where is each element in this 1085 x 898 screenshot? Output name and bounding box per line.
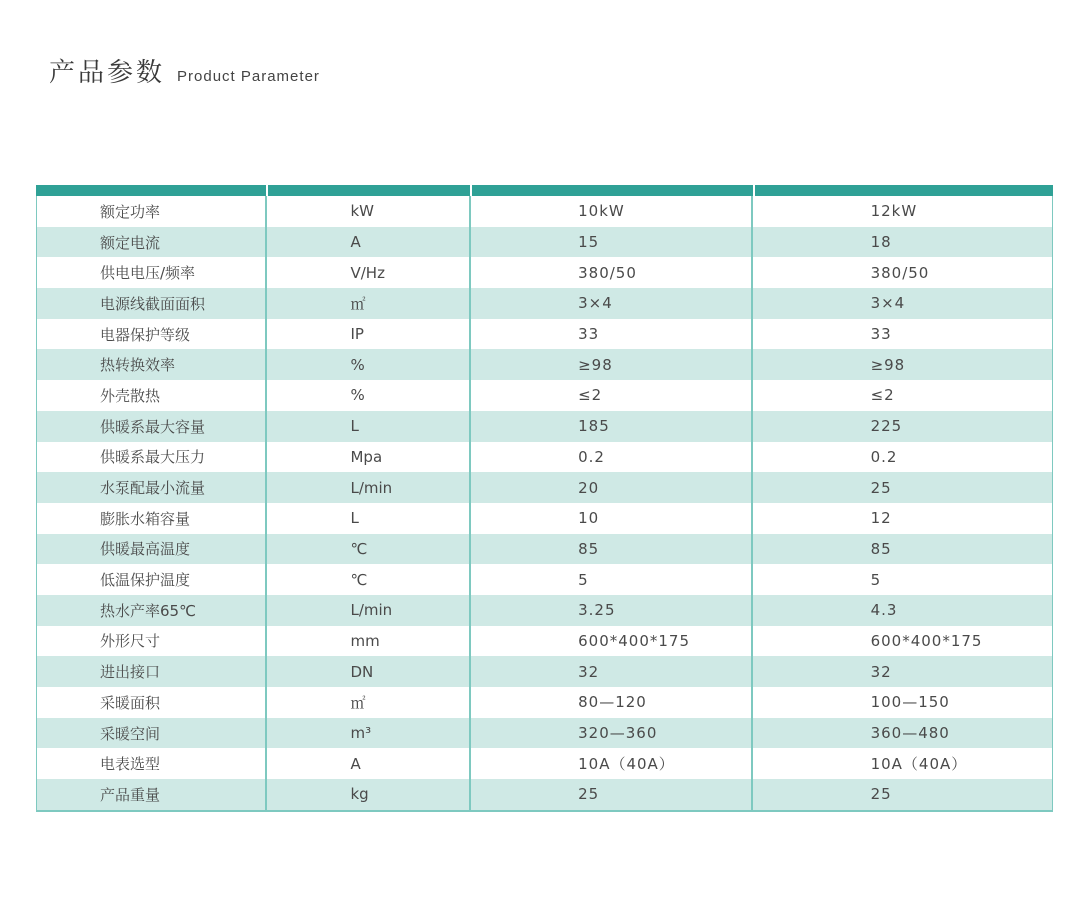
parameter-cell: 采暖面积 <box>37 687 267 718</box>
value-10kw-cell: 0.2 <box>471 442 752 473</box>
table-row <box>37 411 1052 442</box>
parameter-cell: 产品重量 <box>37 779 267 810</box>
unit-cell: % <box>267 380 471 411</box>
unit-cell: L <box>267 411 471 442</box>
parameter-cell: 额定功率 <box>37 196 267 227</box>
value-12kw-cell: 380/50 <box>870 263 930 282</box>
table-row <box>37 503 1052 534</box>
value-10kw-cell: 10 <box>471 503 752 534</box>
value-12kw-cell: 600*400*175 <box>870 631 983 650</box>
parameter-cell: 供暖最高温度 <box>37 534 267 565</box>
value-12kw-cell: 25 <box>870 785 892 804</box>
header-col-unit <box>268 185 473 196</box>
parameter-cell: 热转换效率 <box>37 349 267 380</box>
value-10kw-cell: 33 <box>471 319 752 350</box>
value-10kw-cell: 80—120 <box>471 687 752 718</box>
value-10kw-cell: 15 <box>471 227 752 258</box>
parameter-cell: 额定电流 <box>37 227 267 258</box>
value-10kw-cell: 380/50 <box>471 257 752 288</box>
table-row <box>37 349 1052 380</box>
table-row <box>37 564 1052 595</box>
table-row <box>37 534 1052 565</box>
value-12kw-cell: 5 <box>870 570 882 589</box>
value-12kw-cell: 33 <box>870 325 892 344</box>
table-row <box>37 656 1052 687</box>
value-12kw-cell: 18 <box>870 233 892 252</box>
value-12kw-cell: 225 <box>870 417 903 436</box>
table-row <box>37 748 1052 779</box>
table-row <box>37 626 1052 657</box>
table-header-bar <box>36 185 1053 196</box>
parameter-cell: 外壳散热 <box>37 380 267 411</box>
value-10kw-cell: 25 <box>471 779 752 810</box>
value-10kw-cell: 3.25 <box>471 595 752 626</box>
value-10kw-cell: 3×4 <box>471 288 752 319</box>
unit-cell: m³ <box>267 718 471 749</box>
unit-cell: IP <box>267 319 471 350</box>
parameter-cell: 外形尺寸 <box>37 626 267 657</box>
table-row <box>37 779 1052 810</box>
table-row <box>37 319 1052 350</box>
unit-cell: Mpa <box>267 442 471 473</box>
value-10kw-cell: ≤2 <box>471 380 752 411</box>
table-row <box>37 196 1052 227</box>
table-row <box>37 595 1052 626</box>
table-row <box>37 288 1052 319</box>
value-12kw-cell: 3×4 <box>870 294 906 313</box>
parameter-table <box>36 185 1053 812</box>
parameter-cell: 低温保护温度 <box>37 564 267 595</box>
header-col-parameter <box>36 185 268 196</box>
unit-cell: ℃ <box>267 534 471 565</box>
value-10kw-cell: 185 <box>471 411 752 442</box>
unit-cell: ㎡ <box>267 288 471 319</box>
value-10kw-cell: 32 <box>471 656 752 687</box>
table-body <box>36 196 1053 812</box>
unit-cell: L/min <box>267 595 471 626</box>
value-12kw-cell: 25 <box>870 478 892 497</box>
parameter-cell: 供电电压/频率 <box>37 257 267 288</box>
value-12kw-cell: 0.2 <box>870 447 898 466</box>
value-10kw-cell: 600*400*175 <box>471 626 752 657</box>
value-12kw-cell: ≥98 <box>870 355 906 374</box>
value-12kw-cell: 85 <box>870 539 892 558</box>
table-row <box>37 472 1052 503</box>
unit-cell: mm <box>267 626 471 657</box>
heading-title-en: Product Parameter <box>177 68 320 85</box>
value-10kw-cell: ≥98 <box>471 349 752 380</box>
table-row <box>37 718 1052 749</box>
parameter-cell: 膨胀水箱容量 <box>37 503 267 534</box>
value-12kw-cell: 32 <box>870 662 892 681</box>
header-col-model-10kw <box>472 185 754 196</box>
table-row <box>37 442 1052 473</box>
header-col-model-12kw <box>755 185 1053 196</box>
value-10kw-cell: 20 <box>471 472 752 503</box>
unit-cell: A <box>267 227 471 258</box>
unit-cell: L <box>267 503 471 534</box>
parameter-cell: 热水产率65℃ <box>37 595 267 626</box>
value-12kw-cell: 100—150 <box>870 693 950 712</box>
unit-cell: % <box>267 349 471 380</box>
parameter-cell: 电源线截面面积 <box>37 288 267 319</box>
table-row <box>37 257 1052 288</box>
unit-cell: A <box>267 748 471 779</box>
heading-title-cn: 产品参数 <box>49 58 166 88</box>
parameter-cell: 水泵配最小流量 <box>37 472 267 503</box>
unit-cell: DN <box>267 656 471 687</box>
value-10kw-cell: 320—360 <box>471 718 752 749</box>
value-12kw-cell: 360—480 <box>870 724 950 743</box>
value-12kw-cell: ≤2 <box>870 386 895 405</box>
value-10kw-cell: 5 <box>471 564 752 595</box>
parameter-cell: 电器保护等级 <box>37 319 267 350</box>
page-heading <box>49 52 320 89</box>
unit-cell: ㎡ <box>267 687 471 718</box>
value-10kw-cell: 10A（40A） <box>471 748 752 779</box>
parameter-cell: 电表选型 <box>37 748 267 779</box>
value-12kw-cell: 10A（40A） <box>870 755 968 774</box>
value-10kw-cell: 10kW <box>471 196 752 227</box>
parameter-cell: 采暖空间 <box>37 718 267 749</box>
value-12kw-cell: 4.3 <box>870 601 898 620</box>
table-row <box>37 227 1052 258</box>
table-row <box>37 687 1052 718</box>
unit-cell: kW <box>267 196 471 227</box>
table-row <box>37 380 1052 411</box>
unit-cell: L/min <box>267 472 471 503</box>
value-10kw-cell: 85 <box>471 534 752 565</box>
unit-cell: kg <box>267 779 471 810</box>
unit-cell: V/Hz <box>267 257 471 288</box>
parameter-cell: 进出接口 <box>37 656 267 687</box>
value-12kw-cell: 12kW <box>870 202 918 221</box>
parameter-cell: 供暖系最大容量 <box>37 411 267 442</box>
parameter-cell: 供暖系最大压力 <box>37 442 267 473</box>
unit-cell: ℃ <box>267 564 471 595</box>
value-12kw-cell: 12 <box>870 509 892 528</box>
